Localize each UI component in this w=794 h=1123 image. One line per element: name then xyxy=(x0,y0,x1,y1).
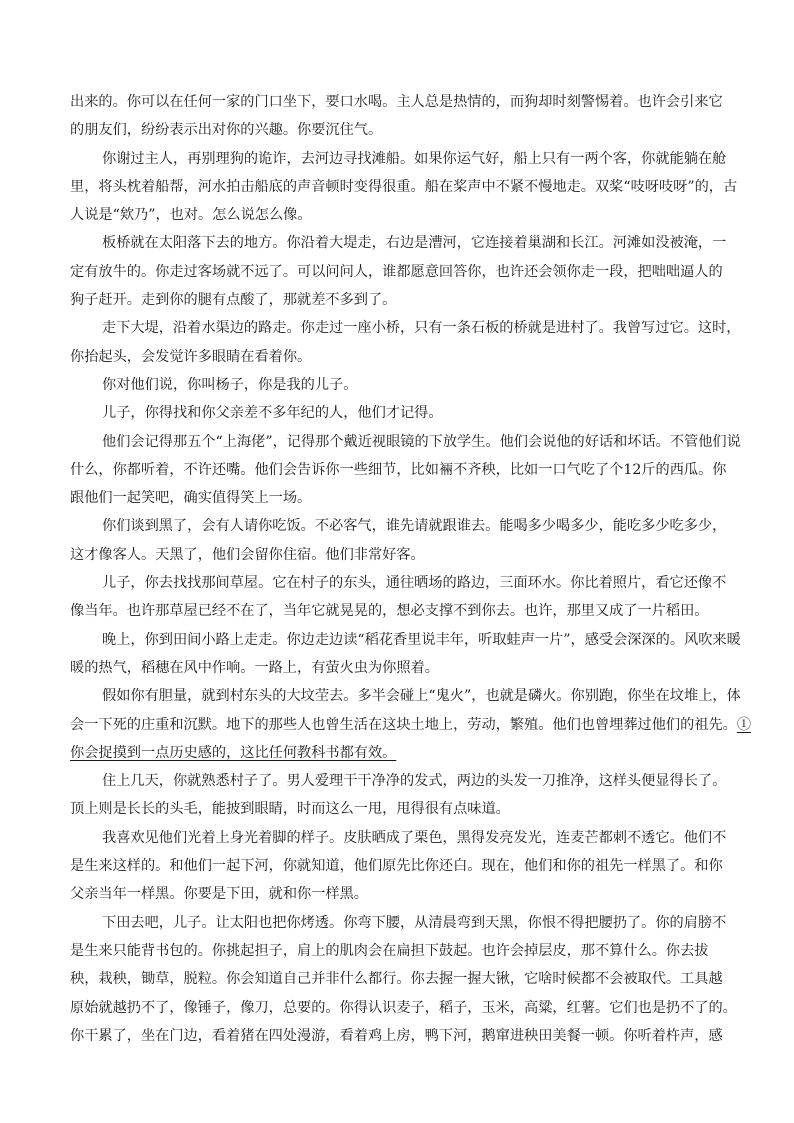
text-line: 你抬起头，会发觉许多眼睛在看着你。 xyxy=(70,348,312,365)
text-line: 秧，栽秧，锄草，脱粒。你会知道自己并非什么都行。你去握一握大锹，它啥时候都不会被取代。工具越 xyxy=(70,971,723,988)
text-line: 暖的热气，稻穗在风中作响。一路上，有萤火虫为你照着。 xyxy=(70,659,439,676)
text-line xyxy=(70,711,752,739)
text-line: 你干累了，坐在门边，看着猪在四处漫游，看着鸡上房，鸭下河，鹅窜进秧田美餐一顿。你听着杵声，感 xyxy=(70,1027,723,1044)
underlined-sentence: 你会捉摸到一点历史感的，这比任何教科书都有效。 xyxy=(70,744,397,761)
text-line: 出来的。你可以在任何一家的门口坐下，要口水喝。主人总是热情的，而狗却时刻警惕着。也许会引来它 xyxy=(70,94,723,110)
text-line: 父亲当年一样黑。你要是下田，就和你一样黑。 xyxy=(70,886,368,903)
paragraph-start: 他们会记得那五个“上海佬”，记得那个戴近视眼镜的下放学生。他们会说他的好话和坏话。不管他们说 xyxy=(102,433,741,450)
paragraph-start: 板桥就在太阳落下去的地方。你沿着大堤走，右边是漕河，它连接着巢湖和长江。河滩如没被淹，一 xyxy=(102,235,727,252)
paragraph-start: 走下大堤，沿着水渠边的路走。你走过一座小桥，只有一条石板的桥就是进村了。我曾写过它。这时， xyxy=(102,320,741,337)
text-line: 顶上则是长长的头毛，能披到眼睛，时而这么一甩，甩得很有点味道。 xyxy=(70,801,510,818)
text-line: 原始就越扔不了，像锤子，像刀，总要的。你得认识麦子，稻子，玉米，高粱，红薯。它们也是扔不了的。 xyxy=(70,999,737,1016)
text-line: 什么，你都听着，不许还嘴。他们会告诉你一些细节，比如裲不齐秧，比如一口气吃了个12斤的西瓜。你 xyxy=(70,461,727,478)
text-line: 狗子赶开。走到你的腿有点酸了，那就差不多到了。 xyxy=(70,292,397,309)
paragraph-start: 假如你有胆量，就到村东头的大坟茔去。多半会碰上“鬼火”，也就是磷火。你别跑，你坐在坟堆上，体 xyxy=(102,688,741,705)
paragraph-start: 住上几天，你就熟悉村子了。男人爱理干干净净的发式，两边的头发一刀推净，这样头便显得长了。 xyxy=(102,773,727,790)
paragraph-start: 儿子，你得找和你父亲差不多年纪的人，他们才记得。 xyxy=(102,405,443,422)
text-line: 里，将头枕着船帮，河水拍击船底的声音顿时变得很重。船在桨声中不紧不慢地走。双桨“吱呀吱呀”的，古 xyxy=(70,178,738,195)
text-line: 像当年。也许那草屋已经不在了，当年它就晃晃的，想必支撑不到你去。也许，那里又成了一片稻田。 xyxy=(70,603,709,620)
text-line: 跟他们一起笑吧，确实值得笑上一场。 xyxy=(70,490,312,507)
text-line: 这才像客人。天黑了，他们会留你住宿。他们非常好客。 xyxy=(70,546,425,563)
paragraph-start: 你谢过主人，再别理狗的诡诈，去河边寻找滩船。如果你运气好，船上只有一两个客，你就能躺在舱 xyxy=(102,150,727,167)
text-line: 的朋友们，纷纷表示出对你的兴趣。你要沉住气。 xyxy=(70,122,383,139)
paragraph-start: 晚上，你到田间小路上走走。你边走边读“稻花香里说丰年，听取蛙声一片”，感受会深深的。风吹来暖 xyxy=(102,631,741,648)
text-line: 人说是“欸乃”，也对。怎么说怎么像。 xyxy=(70,207,312,224)
paragraph-start: 你对他们说，你叫杨子，你是我的儿子。 xyxy=(102,376,358,393)
text-line: 是生来这样的。和他们一起下河，你就知道，他们原先比你还白。现在，他们和你的祖先一样黑了。和你 xyxy=(70,858,723,875)
text-segment: 会一下死的庄重和沉默。地下的那些人也曾生活在这块土地上，劳动，繁殖。他们也曾埋葬过他们的祖先。 xyxy=(70,716,737,733)
text-line: 是生来只能背书包的。你挑起担子，肩上的肌肉会在扁担下鼓起。也许会掉层皮，那不算什么。你去拔 xyxy=(70,942,709,959)
document-page xyxy=(70,88,752,1050)
circled-number-marker: ① xyxy=(736,716,752,733)
paragraph-start: 儿子，你去找找那间草屋。它在村子的东头，通往晒场的路边，三面环水。你比着照片，看它还像不 xyxy=(102,575,727,592)
paragraph-start: 你们谈到黑了，会有人请你吃饭。不必客气，谁先请就跟谁去。能喝多少喝多少，能吃多少吃多少， xyxy=(102,518,727,535)
paragraph-start: 下田去吧，儿子。让太阳也把你烤透。你弯下腰，从清晨弯到天黑，你恨不得把腰扔了。你的肩膀不 xyxy=(102,914,727,931)
paragraph-start: 我喜欢见他们光着上身光着脚的样子。皮肤晒成了栗色，黑得发亮发光，连麦芒都刺不透它。他们不 xyxy=(102,829,727,846)
text-line: 定有放牛的。你走过客场就不远了。可以问问人，谁都愿意回答你，也许还会领你走一段，把咄咄逼人的 xyxy=(70,263,723,280)
